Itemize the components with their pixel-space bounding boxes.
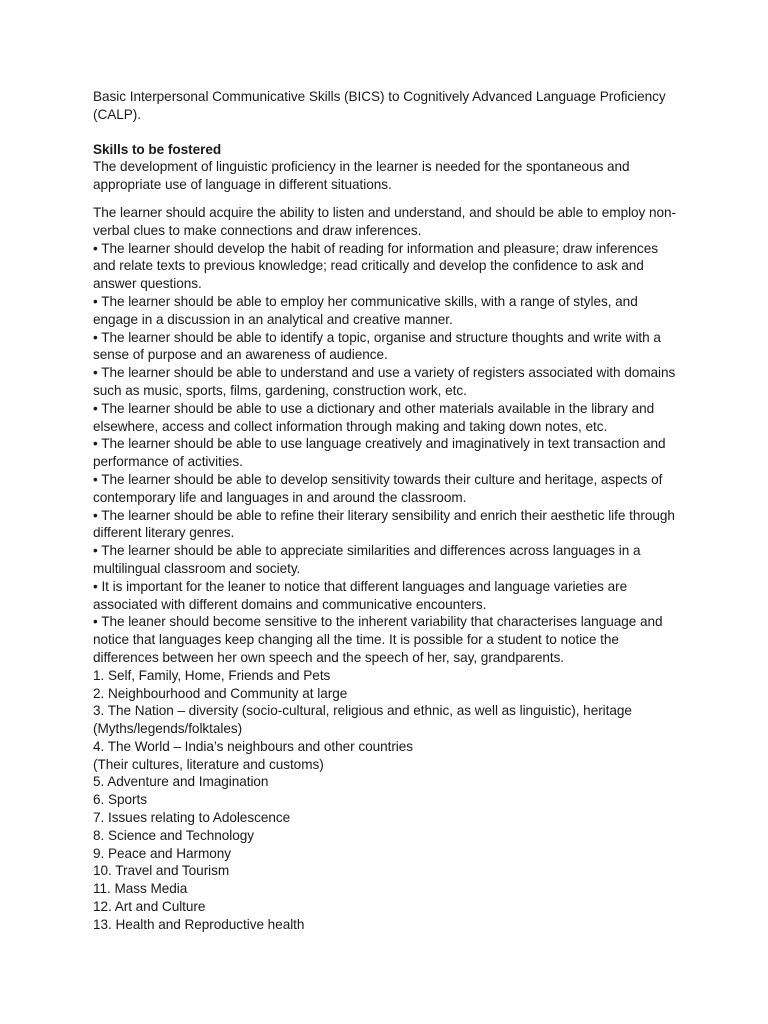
intro-text: Basic Interpersonal Communicative Skills (BICS) to Cognitively Advanced Language Proficiency (CALP).: [93, 89, 666, 122]
list-item: 2. Neighbourhood and Community at large: [93, 685, 348, 701]
list-item: 10. Travel and Tourism: [93, 863, 230, 879]
list-item: 13. Health and Reproductive health: [93, 916, 305, 932]
bullet-text: The learner should be able to employ her communicative skills, with a range of styles, and engage in a discussion in an analytical and creative manner.: [93, 293, 638, 327]
bullet-text: The learner should be able to develop sensitivity towards their culture and heritage, aspects of contemporary life and languages in and around the classroom.: [93, 471, 663, 505]
list-item: 1. Self, Family, Home, Friends and Pets: [93, 667, 331, 683]
bullet-text: The learner should be able to identify a topic, organise and structure thoughts and write with a sense of purpose and an awareness of audience.: [93, 329, 661, 363]
bullet-item: [93, 542, 683, 578]
bullet-text: The learner should develop the habit of reading for information and pleasure; draw inferences and relate texts to previous knowledge; read critically and develop the confidence to ask and answer questions.: [93, 240, 659, 292]
bullet-text: The learner should be able to refine their literary sensibility and enrich their aesthetic life through different literary genres.: [93, 507, 675, 541]
list-item: 4. The World – India’s neighbours and other countries: [93, 738, 414, 754]
bullet-item: [93, 471, 683, 507]
bullet-icon: •: [93, 365, 98, 381]
paragraph-listening: The learner should acquire the ability to listen and understand, and should be able to employ non-verbal clues to make connections and draw inferences.: [93, 204, 677, 238]
list-item: 3. The Nation – diversity (socio-cultural, religious and ethnic, as well as linguistic), heritage (Myths/legends/folktales): [93, 703, 632, 737]
bullet-text: The leaner should become sensitive to the inherent variability that characterises language and notice that languages keep changing all the time. It is possible for a student to notice the differences between her own speech and the speech of her, say, grandparents.: [93, 614, 663, 665]
bullet-icon: •: [93, 507, 98, 523]
bullet-icon: •: [93, 400, 98, 416]
bullet-text: The learner should be able to use a dictionary and other materials available in the library and elsewhere, access and collect information through making and taking down notes, etc.: [93, 400, 655, 434]
bullet-item: [93, 329, 683, 365]
bullet-item: [93, 400, 683, 436]
bullet-icon: •: [93, 436, 98, 452]
list-item: 8. Science and Technology: [93, 827, 254, 843]
bullet-text: The learner should be able to understand and use a variety of registers associated with domains such as music, sports, films, gardening, construction work, etc.: [93, 365, 676, 398]
section-heading: Skills to be fostered: [93, 141, 222, 157]
bullet-item: [93, 613, 683, 666]
bullet-text: The learner should be able to use language creatively and imaginatively in text transaction and performance of activities.: [93, 436, 666, 470]
bullet-item: [93, 240, 683, 293]
list-item: (Their cultures, literature and customs): [93, 756, 324, 772]
list-item: 12. Art and Culture: [93, 899, 206, 915]
list-item: 6. Sports: [93, 792, 147, 808]
themes-numbered-list: [93, 667, 683, 934]
list-item: 7. Issues relating to Adolescence: [93, 810, 291, 826]
list-item: 11. Mass Media: [93, 881, 188, 897]
bullet-item: [93, 507, 683, 543]
bullet-icon: •: [93, 293, 98, 309]
bullet-icon: •: [93, 471, 98, 487]
bullet-item: [93, 578, 683, 614]
bullet-icon: •: [93, 543, 98, 559]
paragraph-proficiency: The development of linguistic proficiency in the learner is needed for the spontaneous and appropriate use of language in different situations.: [93, 159, 630, 193]
list-item: 5. Adventure and Imagination: [93, 774, 269, 790]
bullet-icon: •: [93, 329, 98, 345]
list-item: 9. Peace and Harmony: [93, 845, 232, 861]
bullet-icon: •: [93, 240, 98, 256]
bullet-item: [93, 435, 683, 471]
bullet-item: [93, 293, 683, 329]
bullet-icon: •: [93, 614, 98, 630]
bullet-text: It is important for the leaner to notice that different languages and language varieties are associated with different domains and communicative encounters.: [93, 578, 628, 612]
bullet-icon: •: [93, 578, 98, 594]
bullet-item: [93, 364, 683, 400]
document-page: [93, 88, 683, 934]
skills-bullet-list: [93, 240, 683, 667]
bullet-text: The learner should be able to appreciate similarities and differences across languages in a multilingual classroom and society.: [93, 543, 641, 576]
